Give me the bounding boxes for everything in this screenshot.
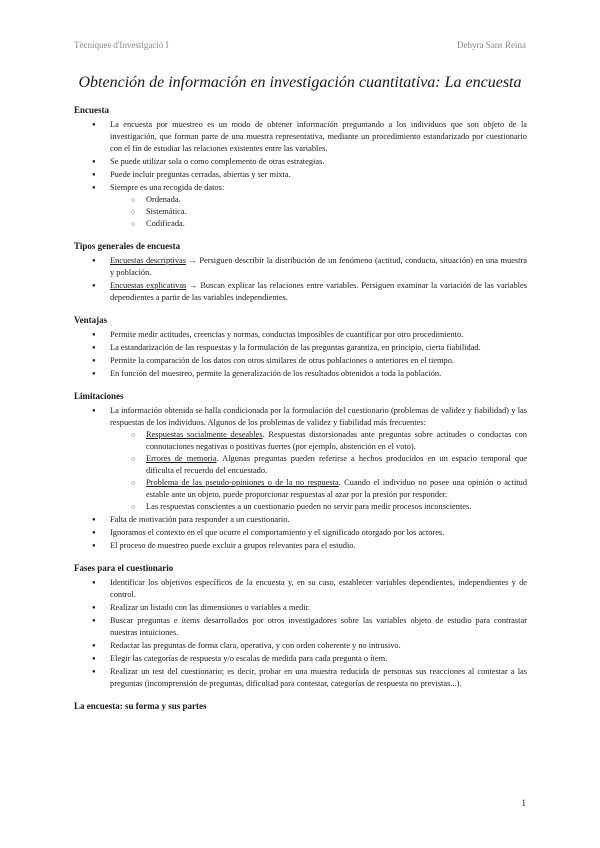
- term-description: . Algunas preguntas pueden referirse a hechos producidos en un espacio temporal que dificulta el recuerdo del encuestado.: [146, 454, 527, 475]
- header-course: Tècniques d'Investigació I: [74, 40, 169, 50]
- list-item: [110, 255, 527, 279]
- sub-list: [110, 429, 527, 513]
- term-underlined: Encuestas descriptivas: [110, 256, 186, 265]
- header-author: Dehyra Sans Reina: [457, 40, 526, 50]
- list-item: ● La estandarización de las respuestas y la formulación de las preguntas garantiza, en principio, cierta fiabilidad.: [110, 342, 527, 354]
- list-item: ● Se puede utilizar sola o como complemento de otras estrategias.: [110, 156, 527, 168]
- section-fases: [74, 562, 527, 690]
- list-item: ● La encuesta por muestreo es un modo de obtener información preguntando a los individuos que son objeto de la investigación, que forman parte de una muestra representativa, mediante un procedimiento estandarizado por cuestionario con el fin de estudiar las relaciones existentes entre las variables.: [110, 119, 527, 155]
- bullet-list: [74, 577, 527, 690]
- section-heading: Ventajas: [74, 315, 108, 325]
- section-heading: Tipos generales de encuesta: [74, 241, 181, 251]
- document-body: [74, 104, 527, 722]
- sub-list-item: ○ Ordenada.: [146, 194, 527, 206]
- section-encuesta: [74, 104, 527, 230]
- list-item-text: Siempre es una recogida de datos:: [110, 183, 225, 192]
- section-heading: Encuesta: [74, 105, 110, 115]
- section-heading: Fases para el cuestionario: [74, 563, 174, 573]
- list-item: [110, 405, 527, 513]
- term-description: → Buscan explicar las relaciones entre variables. Persiguen examinar la variación de las variables dependientes a partir de las variables independientes.: [110, 281, 527, 302]
- sub-list-item: ○ Las respuestas conscientes a un cuestionario pueden no servir para medir procesos inconscientes.: [146, 501, 527, 513]
- list-item: [110, 182, 527, 230]
- section-heading: Limitaciones: [74, 391, 124, 401]
- list-item: ● Identificar los objetivos específicos de la encuesta y, en su caso, establecer variables dependientes, independientes y de control.: [110, 577, 527, 601]
- bullet-list: [74, 329, 527, 380]
- list-item: ● Falta de motivación para responder a un cuestionario.: [110, 514, 527, 526]
- section-ventajas: [74, 314, 527, 380]
- term-underlined: Errores de memoria: [146, 454, 217, 463]
- section-heading: La encuesta: su forma y sus partes: [74, 701, 207, 711]
- sub-list-item: [146, 453, 527, 477]
- list-item: ● El proceso de muestreo puede excluir a grupos relevantes para el estudio.: [110, 540, 527, 552]
- list-item: ● En función del muestreo, permite la generalización de los resultados obtenidos a toda la población.: [110, 368, 527, 380]
- list-item: ● Permite la comparación de los datos con otros similares de otras poblaciones o anteriores en el tiempo.: [110, 355, 527, 367]
- sub-list-item: [146, 477, 527, 501]
- section-tipos: [74, 240, 527, 304]
- section-limitaciones: [74, 390, 527, 552]
- term-description: → Persiguen describir la distribución de un fenómeno (actitud, conducta, situación) en una muestra y población.: [110, 256, 527, 277]
- term-underlined: Encuestas explicativas: [110, 281, 187, 290]
- list-item: ● Ignoramos el contexto en el que ocurre el comportamiento y el significado otorgado por los actores.: [110, 527, 527, 539]
- section-forma: [74, 700, 527, 712]
- list-item: ● Realizar un test del cuestionario; es decir, probar en una muestra reducida de personas sus reacciones al contestar a las preguntas (incomprensión de preguntas, dificultad para contestar, categorías de respuesta no previstas...).: [110, 666, 527, 690]
- list-item: ● Redactar las preguntas de forma clara, operativa, y con orden coherente y no intrusivo.: [110, 640, 527, 652]
- term-description: . Respuestas distorsionadas ante preguntas sobre actitudes o conductas con connotaciones negativas o positivas fuertes (por ejemplo, abstención en el voto).: [146, 430, 527, 451]
- list-item: ● Realizar un listado con las dimensiones o variables a medir.: [110, 602, 527, 614]
- sub-list-item: ○ Codificada.: [146, 218, 527, 230]
- list-item: ● Permite medir actitudes, creencias y normas, conductas imposibles de cuantificar por otro procedimiento.: [110, 329, 527, 341]
- term-underlined: Problema de las pseudo-opiniones o de la no respuesta: [146, 478, 339, 487]
- document-title: Obtención de información en investigación cuantitativa: La encuesta: [78, 74, 522, 91]
- running-header: [74, 40, 526, 50]
- list-item: ● Elegir las categorías de respuesta y/o escalas de medida para cada pregunta o ítem.: [110, 653, 527, 665]
- sub-list-item: ○ Sistemática.: [146, 206, 527, 218]
- bullet-list: [74, 119, 527, 230]
- term-underlined: Respuestas socialmente deseables: [146, 430, 263, 439]
- list-item: [110, 280, 527, 304]
- page-number: 1: [521, 798, 526, 808]
- sub-list-item: [146, 429, 527, 453]
- sub-list: [110, 194, 527, 230]
- bullet-list: [74, 405, 527, 552]
- list-item-text: La información obtenida se halla condicionada por la formulación del cuestionario (problemas de validez y fiabilidad) y las respuestas de los individuos. Algunos de los problemas de validez y fiabilidad más frecuentes:: [110, 406, 527, 427]
- bullet-list: [74, 255, 527, 304]
- term-description: . Cuando el individuo no posee una opinión o actitud estable ante un objeto, puede proporcionar respuestas al azar por la presión por responder.: [146, 478, 528, 499]
- list-item: ● Puede incluir preguntas cerradas, abiertas y ser mixta.: [110, 169, 527, 181]
- list-item: ● Buscar preguntas e ítems desarrollados por otros investigadores sobre las variables objeto de estudio para contrastar nuestras intuiciones.: [110, 615, 527, 639]
